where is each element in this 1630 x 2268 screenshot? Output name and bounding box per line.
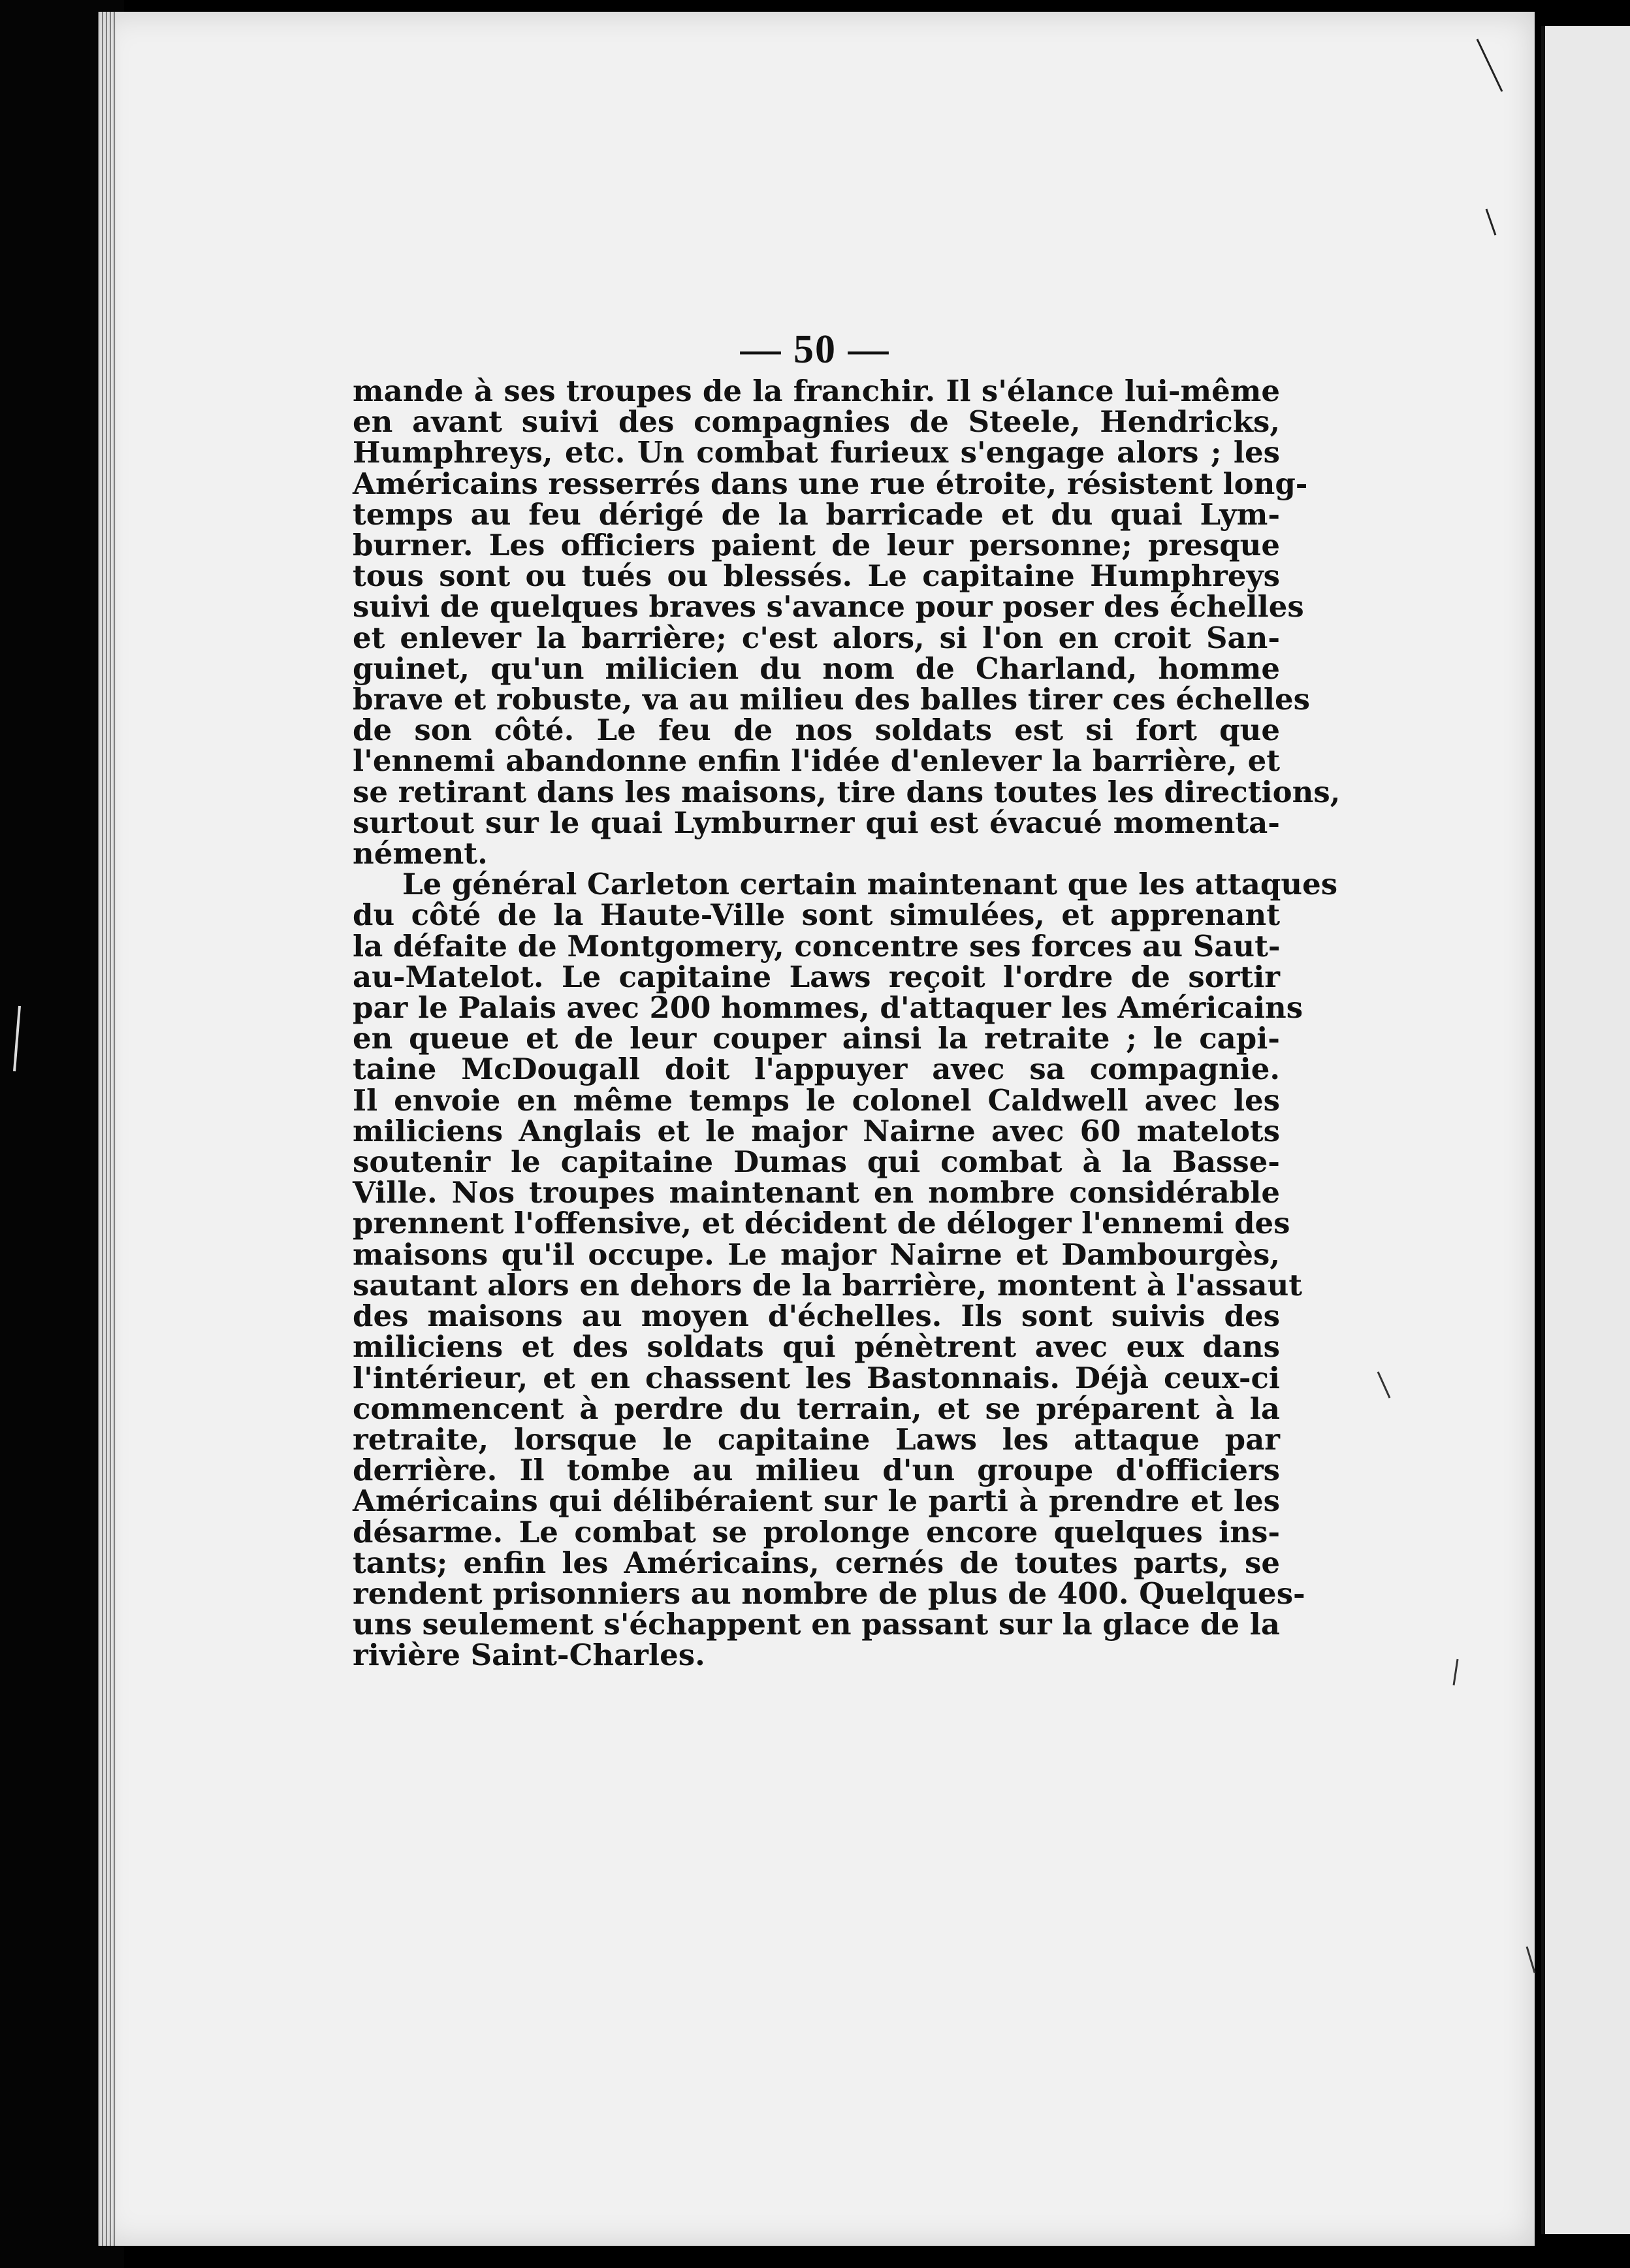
scan-mark bbox=[1454, 1659, 1458, 1685]
text-line: par le Palais avec 200 hommes, d'attaquer les Américains bbox=[353, 990, 1303, 1026]
text-line: du côté de la Haute-Ville sont simulées, et apprenant bbox=[353, 898, 1280, 933]
text-line: et enlever la barrière; c'est alors, si l'on en croit San- bbox=[353, 620, 1280, 655]
paragraph-1 bbox=[353, 374, 1341, 871]
paragraph-2 bbox=[353, 867, 1338, 1673]
text-line: des maisons au moyen d'échelles. Ils sont suivis des bbox=[353, 1299, 1280, 1334]
text-line: tants; enfin les Américains, cernés de toutes parts, se bbox=[353, 1545, 1280, 1580]
text-line: surtout sur le quai Lymburner qui est évacué momenta- bbox=[353, 805, 1280, 840]
text-line: sautant alors en dehors de la barrière, montent à l'assaut bbox=[353, 1267, 1303, 1303]
text-line: Américains qui délibéraient sur le parti à prendre et les bbox=[353, 1483, 1280, 1519]
text-line: au-Matelot. Le capitaine Laws reçoit l'ordre de sortir bbox=[353, 959, 1280, 994]
text-line: l'ennemi abandonne enfin l'idée d'enlever la barrière, et bbox=[353, 743, 1280, 779]
text-line: guinet, qu'un milicien du nom de Charland, homme bbox=[353, 651, 1280, 686]
text-line: brave et robuste, va au milieu des balles tirer ces échelles bbox=[353, 682, 1310, 717]
text-line: en avant suivi des compagnies de Steele, Hendricks, bbox=[353, 404, 1280, 440]
text-line: mande à ses troupes de la franchir. Il s'élance lui-même bbox=[353, 374, 1280, 408]
text-line: maisons qu'il occupe. Le major Nairne et Dambourgès, bbox=[353, 1237, 1280, 1272]
scan-mark bbox=[1477, 39, 1502, 91]
text-line: miliciens Anglais et le major Nairne avec 60 matelots bbox=[353, 1113, 1280, 1148]
text-line: tous sont ou tués ou blessés. Le capitaine Humphreys bbox=[353, 559, 1280, 594]
scan-mark bbox=[1378, 1372, 1390, 1398]
text-line: uns seulement s'échappent en passant sur la glace de la bbox=[353, 1607, 1280, 1642]
text-line: temps au feu dérigé de la barricade et du quai Lym- bbox=[353, 496, 1280, 532]
text-line: derrière. Il tombe au milieu d'un groupe d'officiers bbox=[353, 1453, 1280, 1488]
text-line: Humphreys, etc. Un combat furieux s'engage alors ; les bbox=[353, 435, 1280, 470]
text-line: taine McDougall doit l'appuyer avec sa compagnie. bbox=[353, 1052, 1280, 1087]
text-line: Américains resserrés dans une rue étroite, résistent long- bbox=[353, 466, 1308, 501]
text-line: Le général Carleton certain maintenant que les attaques bbox=[402, 867, 1338, 902]
text-line: Ville. Nos troupes maintenant en nombre considérable bbox=[353, 1175, 1280, 1210]
body-text bbox=[353, 374, 1341, 1673]
text-line: Il envoie en même temps le colonel Caldwell avec les bbox=[353, 1082, 1280, 1118]
text-line: rivière Saint-Charles. bbox=[353, 1638, 705, 1673]
page-number: — 50 — bbox=[740, 327, 890, 372]
text-line: l'intérieur, et en chassent les Bastonnais. Déjà ceux-ci bbox=[353, 1360, 1280, 1395]
text-line: se retirant dans les maisons, tire dans toutes les directions, bbox=[353, 774, 1341, 809]
text-line: la défaite de Montgomery, concentre ses forces au Saut- bbox=[353, 928, 1281, 964]
text-line: commencent à perdre du terrain, et se préparent à la bbox=[353, 1391, 1280, 1426]
text-line: prennent l'offensive, et décident de déloger l'ennemi des bbox=[353, 1206, 1290, 1241]
text-line: en queue et de leur couper ainsi la retraite ; le capi- bbox=[353, 1021, 1280, 1056]
text-line: retraite, lorsque le capitaine Laws les attaque par bbox=[353, 1421, 1280, 1457]
text-line: de son côté. Le feu de nos soldats est si fort que bbox=[353, 713, 1280, 748]
text-line: miliciens et des soldats qui pénètrent avec eux dans bbox=[353, 1329, 1280, 1365]
scan-mark bbox=[1486, 209, 1495, 235]
text-line: burner. Les officiers paient de leur personne; presque bbox=[353, 528, 1280, 563]
scan-mark bbox=[1527, 1947, 1535, 1973]
text-line: soutenir le capitaine Dumas qui combat à la Basse- bbox=[353, 1144, 1280, 1180]
text-line: nément. bbox=[353, 836, 488, 871]
text-line: suivi de quelques braves s'avance pour poser des échelles bbox=[353, 589, 1304, 624]
text-line: rendent prisonniers au nombre de plus de 400. Quelques- bbox=[353, 1576, 1305, 1611]
scan-mark bbox=[14, 1006, 20, 1071]
text-line: désarme. Le combat se prolonge encore quelques ins- bbox=[353, 1514, 1280, 1549]
